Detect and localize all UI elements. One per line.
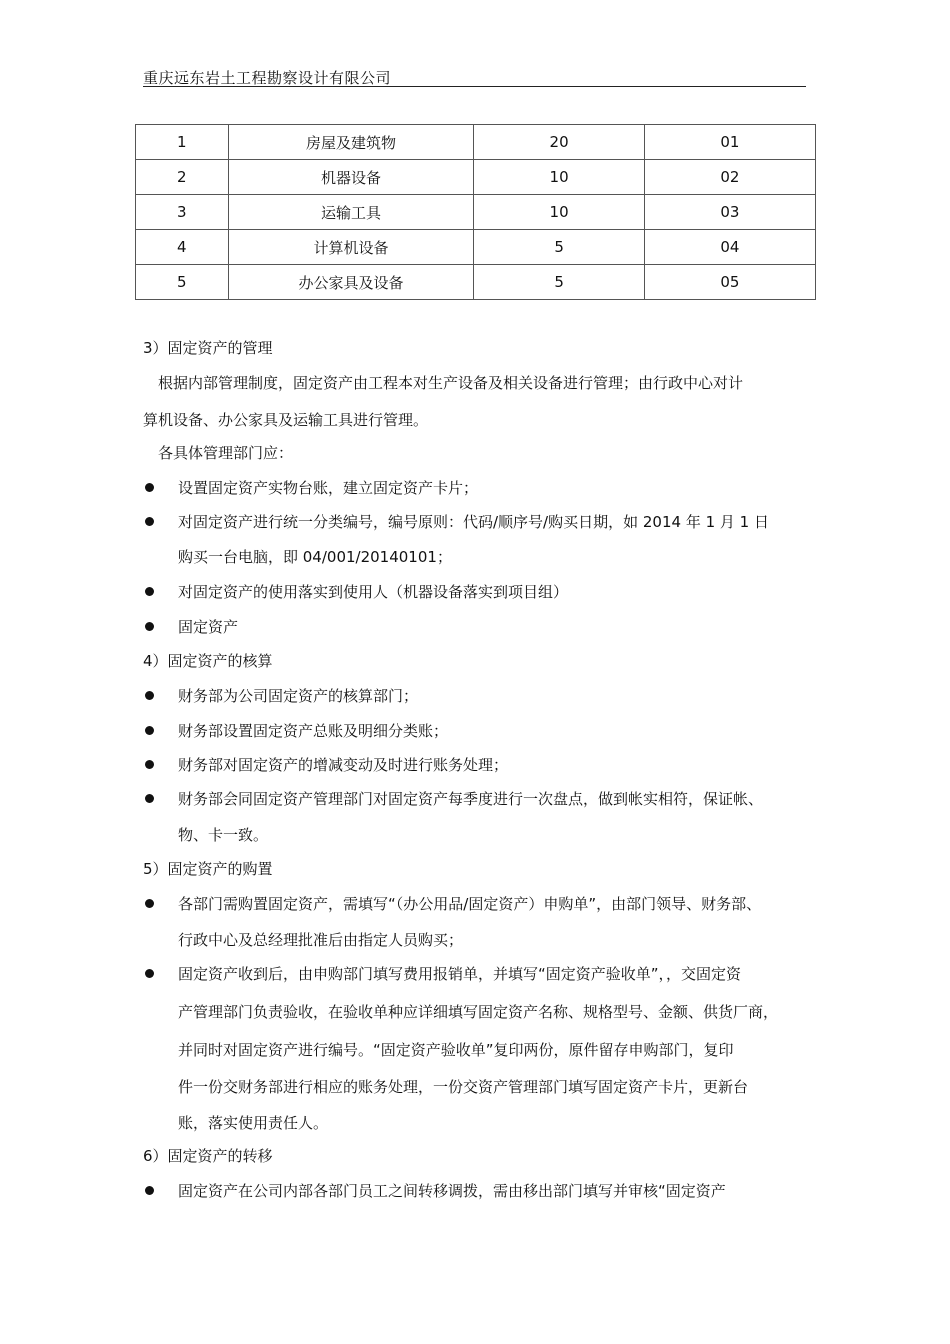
bullet-icon (145, 622, 154, 631)
table-row (136, 230, 816, 265)
header-divider (143, 86, 806, 87)
table-cell: 04 (644, 230, 815, 265)
list-item: 财务部会同固定资产管理部门对固定资产每季度进行一次盘点，做到帐实相符，保证帐、 (178, 790, 764, 808)
table-row (136, 195, 816, 230)
table-cell: 办公家具及设备 (228, 265, 474, 300)
asset-category-table (135, 124, 816, 300)
list-item: 固定资产 (178, 618, 239, 636)
table-cell: 10 (474, 160, 644, 195)
table-cell: 3 (136, 195, 229, 230)
list-item: 财务部为公司固定资产的核算部门； (178, 687, 419, 705)
list-item-continuation: 账，落实使用责任人。 (178, 1114, 329, 1132)
bullet-icon (145, 517, 154, 526)
table-cell: 运输工具 (228, 195, 474, 230)
table-cell: 05 (644, 265, 815, 300)
bullet-icon (145, 691, 154, 700)
table-row (136, 160, 816, 195)
table-cell: 5 (474, 230, 644, 265)
section-heading-6: 6）固定资产的转移 (143, 1147, 273, 1165)
list-item-continuation: 物、卡一致。 (178, 826, 269, 844)
list-item: 固定资产收到后，由申购部门填写费用报销单，并填写“固定资产验收单”，，交固定资 (178, 965, 742, 983)
list-item-continuation: 行政中心及总经理批准后由指定人员购买； (178, 931, 464, 949)
list-item: 对固定资产的使用落实到使用人（机器设备落实到项目组） (178, 583, 569, 601)
list-item-continuation: 并同时对固定资产进行编号。“固定资产验收单”复印两份，原件留存申购部门，复印 (178, 1041, 734, 1059)
list-item: 各部门需购置固定资产，需填写“（办公用品/固定资产）申购单”，由部门领导、财务部、 (178, 895, 762, 913)
table-row (136, 265, 816, 300)
paragraph-line: 算机设备、办公家具及运输工具进行管理。 (143, 411, 429, 429)
table-cell: 2 (136, 160, 229, 195)
table-cell: 01 (644, 125, 815, 160)
table-cell: 03 (644, 195, 815, 230)
section-heading-3: 3）固定资产的管理 (143, 339, 273, 357)
list-item: 财务部设置固定资产总账及明细分类账； (178, 722, 449, 740)
bullet-icon (145, 760, 154, 769)
table-cell: 02 (644, 160, 815, 195)
company-header: 重庆远东岩土工程勘察设计有限公司 (143, 69, 392, 87)
bullet-icon (145, 726, 154, 735)
table-cell: 房屋及建筑物 (228, 125, 474, 160)
list-item-continuation: 购买一台电脑，即 04/001/20140101； (178, 548, 452, 566)
table-cell: 5 (474, 265, 644, 300)
list-item-continuation: 件一份交财务部进行相应的账务处理，一份交资产管理部门填写固定资产卡片，更新台 (178, 1078, 749, 1096)
list-item-continuation: 产管理部门负责验收，在验收单种应详细填写固定资产名称、规格型号、金额、供货厂商， (178, 1003, 779, 1021)
bullet-icon (145, 899, 154, 908)
list-item: 对固定资产进行统一分类编号，编号原则：代码/顺序号/购买日期，如 2014 年 1 月 1 日 (178, 513, 769, 531)
table-cell: 10 (474, 195, 644, 230)
paragraph-line: 各具体管理部门应： (158, 444, 294, 462)
paragraph-line: 根据内部管理制度，固定资产由工程本对生产设备及相关设备进行管理；由行政中心对计 (158, 374, 744, 392)
list-item: 财务部对固定资产的增减变动及时进行账务处理； (178, 756, 509, 774)
section-heading-4: 4）固定资产的核算 (143, 652, 273, 670)
table-cell: 机器设备 (228, 160, 474, 195)
list-item: 设置固定资产实物台账，建立固定资产卡片； (178, 479, 479, 497)
table-cell: 5 (136, 265, 229, 300)
section-heading-5: 5）固定资产的购置 (143, 860, 273, 878)
table-cell: 1 (136, 125, 229, 160)
table-row (136, 125, 816, 160)
table-cell: 计算机设备 (228, 230, 474, 265)
table-cell: 20 (474, 125, 644, 160)
list-item: 固定资产在公司内部各部门员工之间转移调拨，需由移出部门填写并审核“固定资产 (178, 1182, 726, 1200)
bullet-icon (145, 483, 154, 492)
bullet-icon (145, 587, 154, 596)
bullet-icon (145, 794, 154, 803)
table-cell: 4 (136, 230, 229, 265)
bullet-icon (145, 1186, 154, 1195)
bullet-icon (145, 969, 154, 978)
